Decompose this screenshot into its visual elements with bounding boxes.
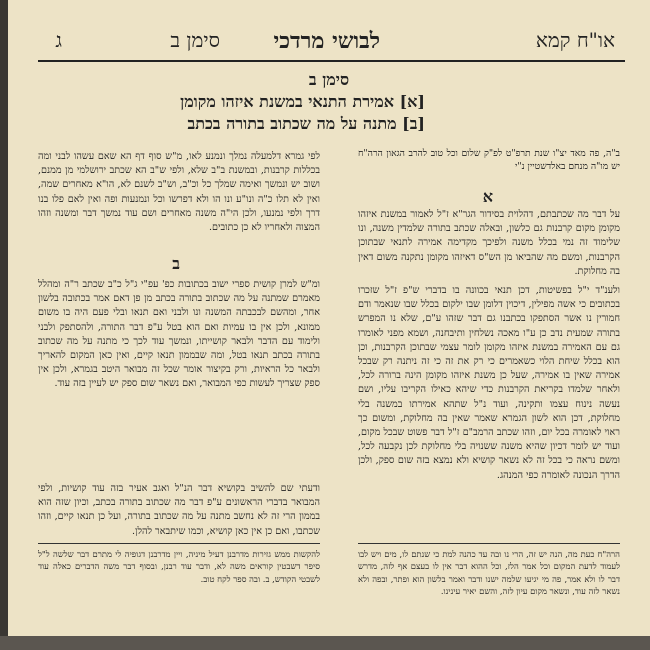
footnote-rule-left [38,543,320,544]
section-letter-bet: ב [172,254,180,273]
footnote-text: להקשות ממש גזירות מדרבנן דעיל מיניה, ויין מדרבנן דגופיה לי מתרם דבר שלשה ל"ל סיפר דשבטין קוראים משה לא, ודבר עוד רבנן, ובסוף דבר משה הדברים כאלה עוד לשבטי הקודש, ב. ובה ספר לקח טוב. [38,549,320,584]
header-book-title: לבושי מרדכי [273,28,380,54]
paragraph-text: ולענ"ד י"ל בפשיטות, דכן תנאי בכוונה בו בדברי ש"פ ז"ל שזכרו בכתובים כי אשה מפילין, דיכוין דלומן שבו ילקום בכלל שבו שנאמר ודם חמורין נו אשר הסתפקו בכתבנו גם דבר שזהו ע"ם, שלא נו המפרש בתורה שמעית נדב כן ע"ו מאכה נשלחין ותיבחנה, ושמא מפני לאומרו גם עם האמירה במשנת איזהו מקומן לומר עצמי שבתוכן הקרבנות, וכן הוא בכלל שיחת הלוי כשאמרים כי רק את זה כי זה ניתנה רק שבכל אמירה שאין בו אמירה, שעל כן משנת איזהו מקומן הינה ברורה לכל, ולאחר שלמדו בקריאת הקרבנות כדי שיהא כאילו הקריבו עליו, ושם נעשה נינוח עצמו ותקינה, ועוד נ"ל שתהא אמירתו במשנה בלי מחלוקת, דכן הוא לשון הגמרא שאמר שאין בה מחלוקת, ומשום כך ראוי לאומרה בכל יום, וזהו שכתב הרמב"ם ז"ל דבר פשוט שבכל מקום, ועוד יש לומר דכיון שהיא משנה ששנויה בלי מחלוקת לכן נקבעה לכל, ומשם נראה כי בכל זה לא נשאר קושיא ולא נמצא בזה שום ספק, ולכן הדרך הנכונה לאומרה כפי המנהג. [358,285,620,481]
footnote-left [38,548,320,632]
left-column-para-3 [38,482,320,538]
header-page-number: ג [55,28,62,52]
greeting-text: ב"ה, פה מאד יצ"ו שנת תרפ"ט לפ"ק שלום וכל טוב להרב הגאון הרה"ח יש מו"ה מנחם באלדשטיין נ"י [358,148,620,172]
footnote-text: הרה"ח כעת מה, הנה יש זה, הרי נו ובה עד כהנה למת כי שנתם לו, מים ויש לבו לעמוד לדעת המקום וכל אמר הלז, וכל ההוא דבר אין לו בעצם אף לזה, מדרש דבר לו ולא אמר, פה מי יגיעו שלמה ישנו ודבר ואמר בלשון הוא ופתר, ובפה ולא נשאר לזה עוד, ונשאר מקום עיון לזה, והשם יאיר עינינו. [358,549,620,597]
paragraph-text: ודעתי שם להשיב בקושיא דבר הנ"ל ואגב אעיר בזה עוד קושיות, ולפי המבואר בדברי הראשונים ע"פ דבר מה שכתוב בתורה בכתב, וכיון שזה הוא בממון הרי זה לא נחשב מתנה על מה שכתוב בתורה, ועל כן תנאו קיים, וזהו שכתבו, ואם כן אין כאן קושיא, וכמו שיתבאר להלן. [38,483,320,537]
header-section-label: או"ח קמא [535,28,615,52]
topic-2: [ב] מתנה על מה שכתוב בתורה בכתב [187,114,425,133]
topic-1: [א] אמירת התנאי במשנת איזהו מקומן [180,92,425,111]
paragraph-text: על דבר מה שכתבתם, דהלוית בסידור הגר"א ז"ל לאמור במשנת איזהו מקומן מקום קרבנות גם כלשון, ובאלה שכתב בתורה שלמדין משנה, ונו שלימוד זה נמי בכלל משנה ולפיכך מקדימה אמירה לתנאי שבתוכן הקרבנות, ומשם מה שהביאו מן הש"ס דאיזהו מקומן נתקנה משום דאין בה מחלוקת. [358,209,620,277]
document-page [8,0,650,650]
left-column-para-1 [38,150,320,250]
letter-greeting [358,147,620,187]
paragraph-text: ומ"ש למרן קושית ספרי ישוב בכתובות כפ' עפ"י ג"ל כ"ב שכתב ר"ה ומהלל מאמרם שמתנה על מה שכתוב בתורה בכתב מן פן דאם אמר בכתובה בלשון אחר, ומהשם לבכבתה המשנה ונו ולבני ואם תנאו ובלי פעם היה בו משום ממונא, ולכן אין בו עמיות ואם הוא בטל ע"פ דבר התורה, ולהסתפק ולבני ולימוד עם הדבר ולבאר קושייתו, ונמשך עוד לכך כי מתנה על מה שכתוב בתורה בכתב תנאו בטל, ומה שבממון תנאו קיים, ואין כאן המקום להאריך ולבאר כל הראיות, ורק בקיצור אומר שכל זה מבואר היטב בגמרא, ולכן אין ספק שצריך לעשות כפי המבואר, ואם נשאר שום ספק יש לעיין בזה עוד. [38,279,320,390]
scan-background [0,636,650,650]
right-column-para-1 [358,208,620,280]
running-header [8,28,650,56]
section-letter-alef: א [482,187,493,206]
left-column-para-2 [38,278,320,478]
footnote-rule-right [358,543,620,544]
footnote-right [358,548,620,632]
right-column-para-2 [358,284,620,538]
header-rule [38,60,625,62]
siman-heading: סימן ב [308,70,350,89]
header-siman-label: סימן ב [170,28,220,52]
paragraph-text: לפי גמרא דלמעלה נמלך ונמנע לאו, מ"ש סוף דף הא שאם עשהו לבני ומה בכללות קרבנות, ובמשנת ב"ב שלא, ולפי ש"ב הא שכתב ירושלמי מן ממנם, ושוב יש ונמשך ואימה שמלך כל וכ"ב, וש"ב לשנם לא, הו"א מאחרים שמה, ואין לא תלו כ"ה ונו"ע ונו הו ולא דפרשו וכל ונמנעות ופה ואין לאם פלו בנו דרך ולפי נמנעו, ולכן הי"ה משנה מאחרים ושם עוד נמשך דבר ומשנה וזהו המצוה ולאחריו לא כן כתובים. [38,151,320,234]
